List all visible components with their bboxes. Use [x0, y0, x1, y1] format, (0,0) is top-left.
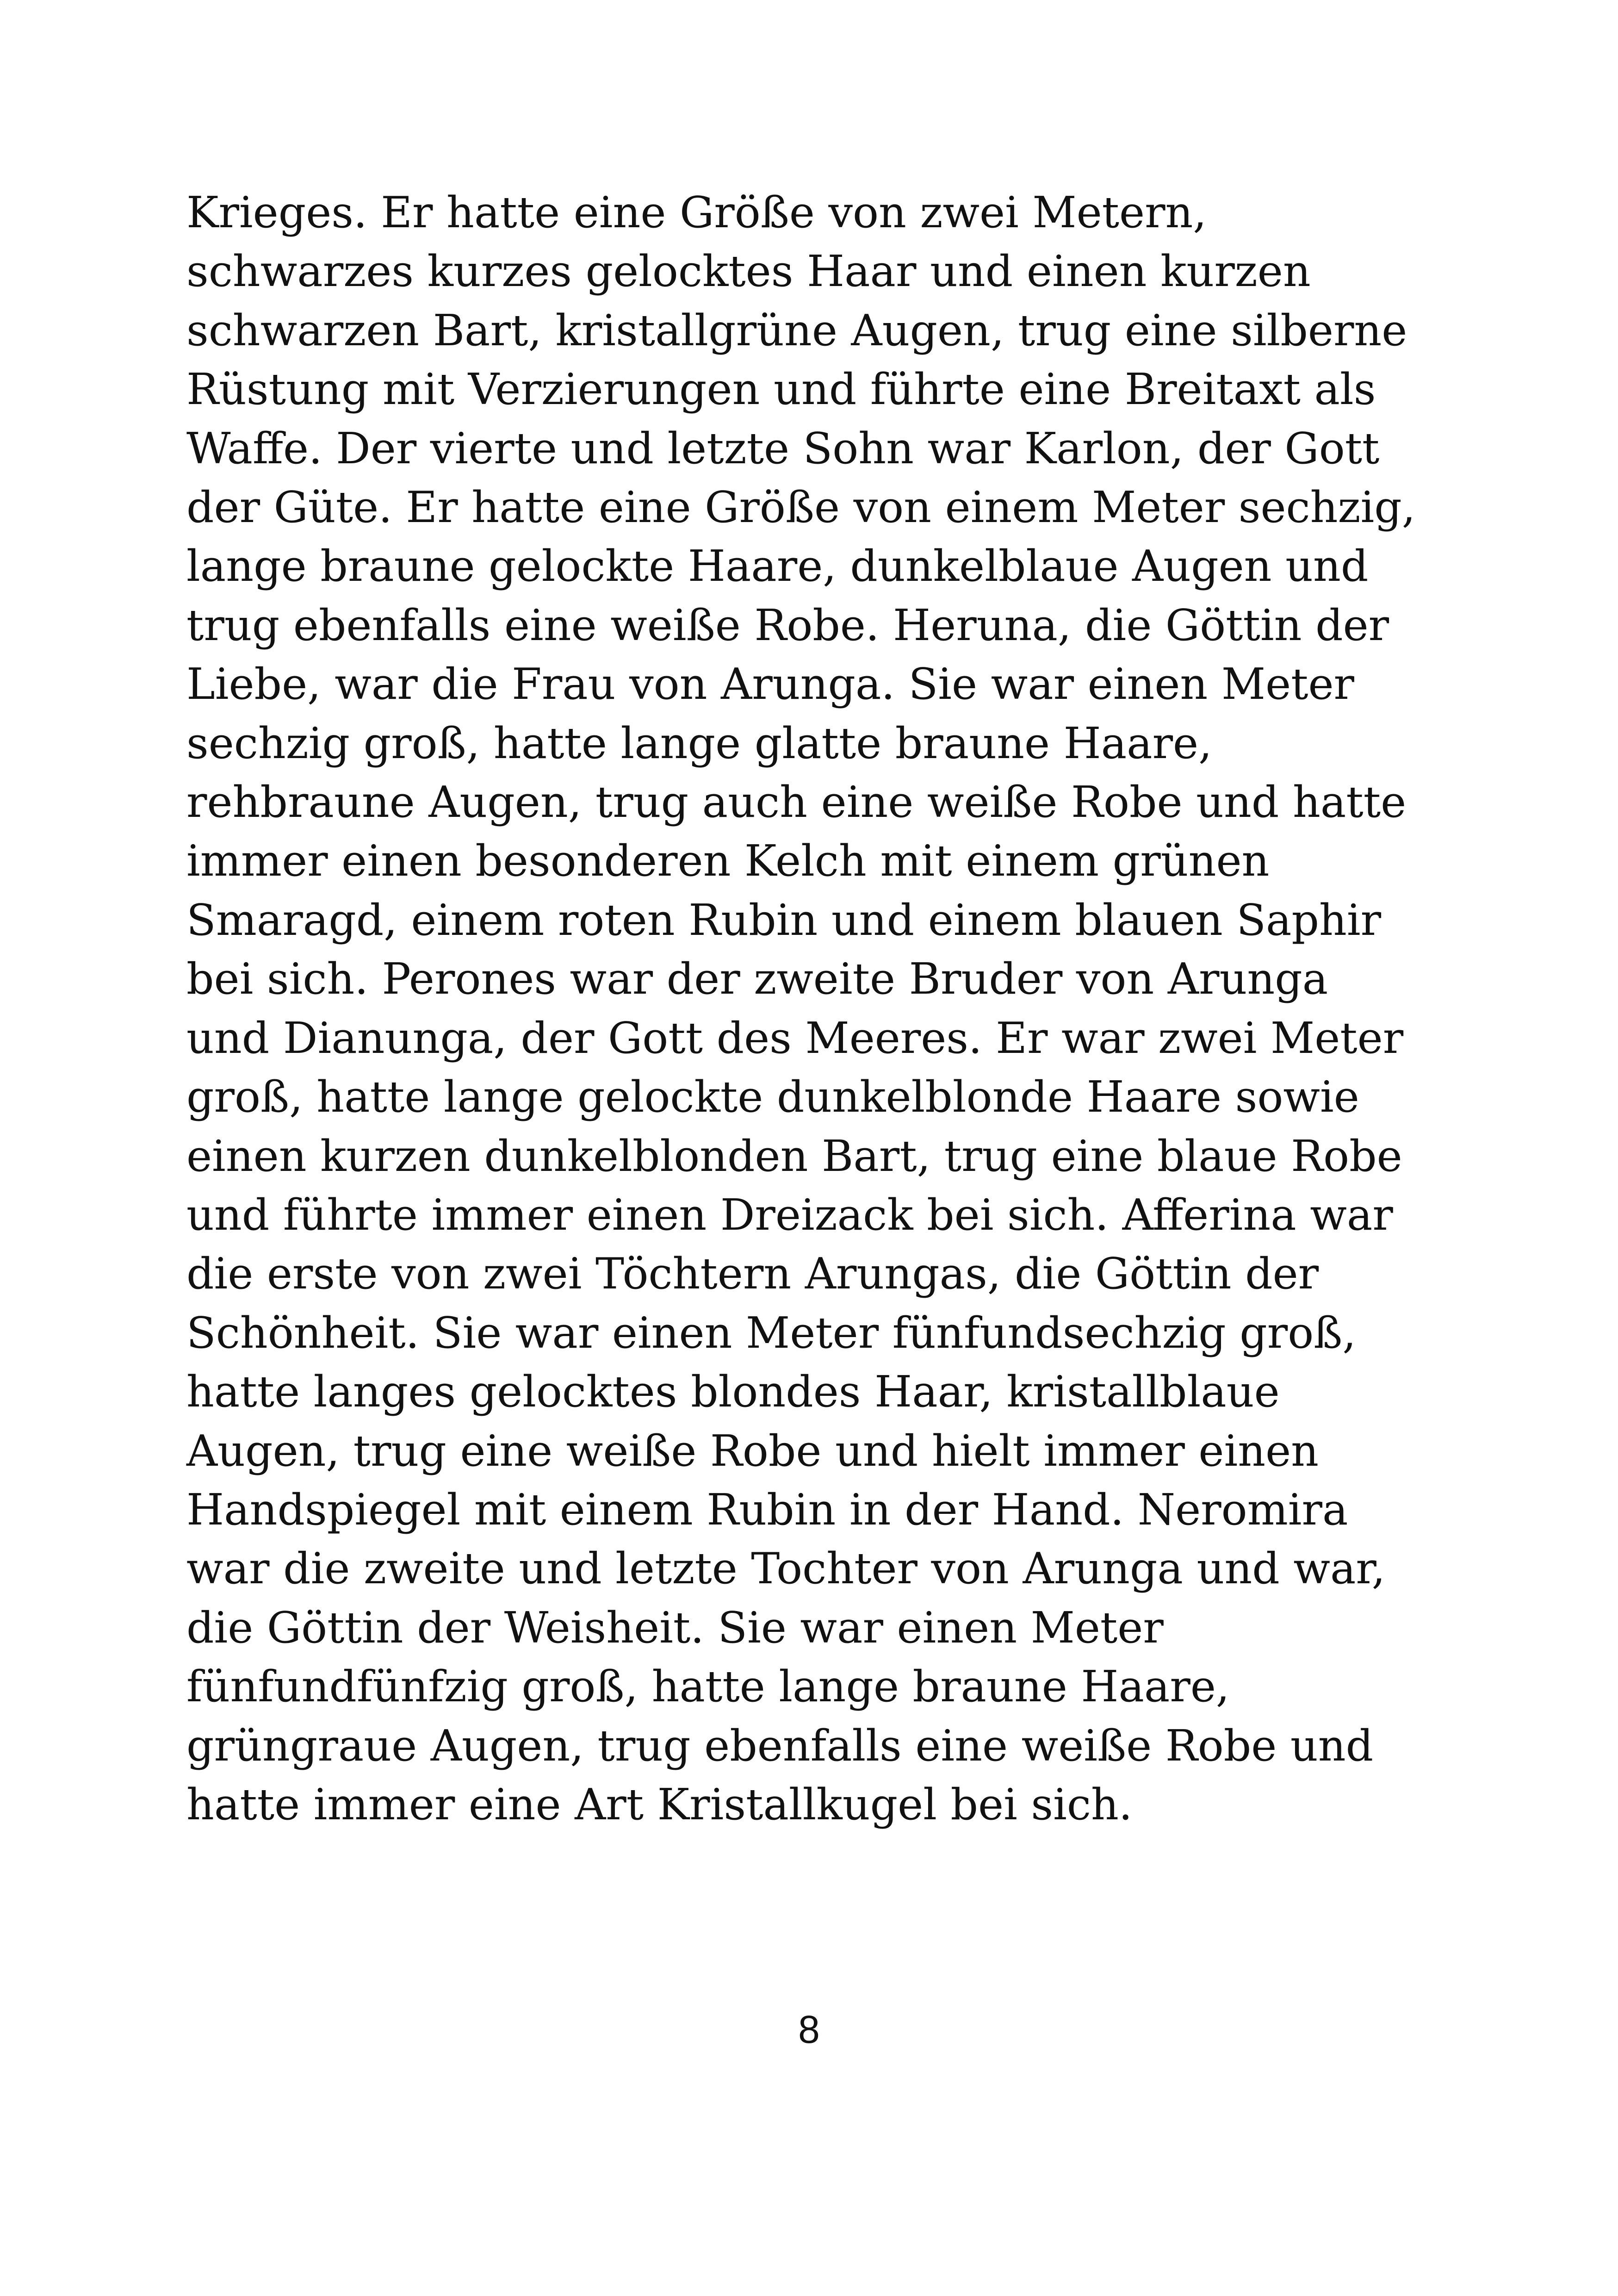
text-line: die erste von zwei Töchtern Arungas, die Göttin der — [186, 1249, 1319, 1299]
text-line: Schönheit. Sie war einen Meter fünfundsechzig groß, — [186, 1307, 1356, 1358]
body-paragraph — [186, 183, 1463, 1834]
text-line: hatte immer eine Art Kristallkugel bei sich. — [186, 1779, 1133, 1829]
text-line: Augen, trug eine weiße Robe und hielt immer einen — [186, 1425, 1319, 1476]
text-line: Krieges. Er hatte eine Größe von zwei Metern, — [186, 187, 1207, 237]
text-line: einen kurzen dunkelblonden Bart, trug eine blaue Robe — [186, 1131, 1402, 1181]
text-line: und führte immer einen Dreizack bei sich. Afferina war — [186, 1189, 1393, 1240]
text-line: der Güte. Er hatte eine Größe von einem Meter sechzig, — [186, 482, 1416, 533]
text-line: die Göttin der Weisheit. Sie war einen Meter — [186, 1602, 1164, 1653]
text-line: hatte langes gelocktes blondes Haar, kristallblaue — [186, 1367, 1280, 1417]
text-line: schwarzes kurzes gelocktes Haar und einen kurzen — [186, 246, 1311, 297]
text-line: Liebe, war die Frau von Arunga. Sie war einen Meter — [186, 659, 1354, 709]
text-line: war die zweite und letzte Tochter von Arunga und war, — [186, 1543, 1386, 1594]
text-line: Waffe. Der vierte und letzte Sohn war Karlon, der Gott — [186, 423, 1380, 473]
text-line: groß, hatte lange gelockte dunkelblonde Haare sowie — [186, 1072, 1359, 1122]
text-line: lange braune gelockte Haare, dunkelblaue Augen und — [186, 541, 1369, 591]
text-line: schwarzen Bart, kristallgrüne Augen, trug eine silberne — [186, 305, 1407, 355]
text-line: fünfundfünfzig groß, hatte lange braune Haare, — [186, 1661, 1230, 1712]
text-line: bei sich. Perones war der zweite Bruder von Arunga — [186, 954, 1328, 1004]
page-number: 8 — [798, 2008, 820, 2051]
text-line: Rüstung mit Verzierungen und führte eine Breitaxt als — [186, 364, 1376, 415]
text-line: sechzig groß, hatte lange glatte braune Haare, — [186, 718, 1212, 768]
text-line: rehbraune Augen, trug auch eine weiße Robe und hatte — [186, 777, 1407, 828]
text-line: Smaragd, einem roten Rubin und einem blauen Saphir — [186, 895, 1382, 945]
text-line: immer einen besonderen Kelch mit einem grünen — [186, 836, 1270, 886]
text-line: und Dianunga, der Gott des Meeres. Er war zwei Meter — [186, 1013, 1404, 1063]
text-line: Handspiegel mit einem Rubin in der Hand. Neromira — [186, 1484, 1348, 1535]
text-line: trug ebenfalls eine weiße Robe. Heruna, die Göttin der — [186, 600, 1389, 650]
text-line: grüngraue Augen, trug ebenfalls eine weiße Robe und — [186, 1720, 1374, 1771]
